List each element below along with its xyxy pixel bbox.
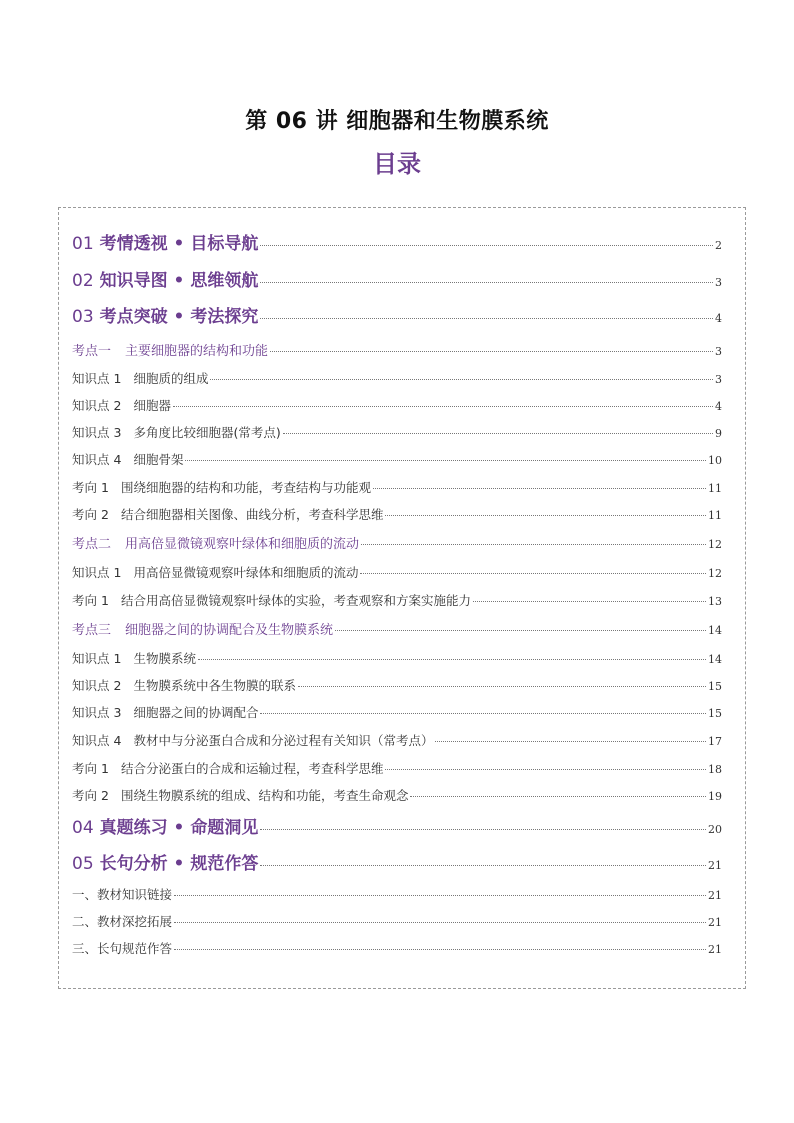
toc-entry[interactable]: 知识点 4 教材中与分泌蛋白合成和分泌过程有关知识（常考点） 17 bbox=[72, 733, 722, 748]
toc-entry[interactable]: 三、长句规范作答 21 bbox=[72, 941, 722, 956]
toc-entry[interactable]: 知识点 3 细胞器之间的协调配合 15 bbox=[72, 705, 722, 720]
toc-entry[interactable]: 考向 2 围绕生物膜系统的组成、结构和功能，考查生命观念 19 bbox=[72, 788, 722, 803]
toc-heading: 目录 bbox=[373, 150, 421, 178]
toc-entry[interactable]: 考点三 细胞器之间的协调配合及生物膜系统 14 bbox=[72, 623, 722, 638]
toc-entry[interactable]: 知识点 1 生物膜系统 14 bbox=[72, 651, 722, 666]
toc-entry[interactable]: 03 考点突破 • 考法探究 4 bbox=[72, 307, 722, 327]
toc-entry[interactable]: 考向 1 结合用高倍显微镜观察叶绿体的实验，考查观察和方案实施能力 13 bbox=[72, 593, 722, 608]
toc-entry[interactable]: 知识点 2 细胞器 4 bbox=[72, 398, 722, 413]
toc-entry[interactable]: 考向 2 结合细胞器相关图像、曲线分析，考查科学思维 11 bbox=[72, 507, 722, 522]
toc-entry[interactable]: 知识点 1 用高倍显微镜观察叶绿体和细胞质的流动 12 bbox=[72, 565, 722, 580]
toc-entry[interactable]: 二、教材深挖拓展 21 bbox=[72, 914, 722, 929]
toc-entry[interactable]: 知识点 3 多角度比较细胞器(常考点) 9 bbox=[72, 425, 722, 440]
toc-entry[interactable]: 考向 1 结合分泌蛋白的合成和运输过程，考查科学思维 18 bbox=[72, 761, 722, 776]
toc-entry[interactable]: 一、教材知识链接 21 bbox=[72, 887, 722, 902]
toc-entry[interactable]: 知识点 2 生物膜系统中各生物膜的联系 15 bbox=[72, 678, 722, 693]
toc-entry[interactable]: 04 真题练习 • 命题洞见 20 bbox=[72, 818, 722, 838]
toc-entry[interactable]: 02 知识导图 • 思维领航 3 bbox=[72, 271, 722, 291]
toc-entry[interactable]: 05 长句分析 • 规范作答 21 bbox=[72, 854, 722, 874]
toc-entry[interactable]: 知识点 4 细胞骨架 10 bbox=[72, 452, 722, 467]
toc-entry[interactable]: 考点二 用高倍显微镜观察叶绿体和细胞质的流动 12 bbox=[72, 537, 722, 552]
toc-entry[interactable]: 考点一 主要细胞器的结构和功能 3 bbox=[72, 344, 722, 359]
toc-entry[interactable]: 知识点 1 细胞质的组成 3 bbox=[72, 371, 722, 386]
toc-entry[interactable]: 考向 1 围绕细胞器的结构和功能，考查结构与功能观 11 bbox=[72, 480, 722, 495]
toc-entry[interactable]: 01 考情透视 • 目标导航 2 bbox=[72, 234, 722, 254]
page-title: 第 06 讲 细胞器和生物膜系统 bbox=[245, 109, 549, 134]
